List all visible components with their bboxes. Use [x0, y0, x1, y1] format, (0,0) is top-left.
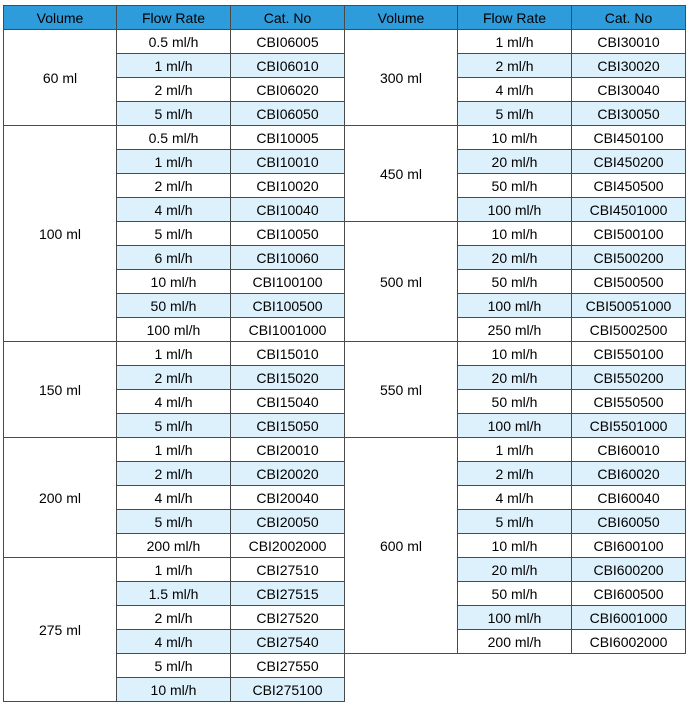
flow-rate-cell: 100 ml/h: [458, 198, 572, 222]
cat-no-cell: CBI30020: [572, 54, 686, 78]
flow-rate-cell: 5 ml/h: [117, 654, 231, 678]
cat-no-cell: CBI30010: [572, 30, 686, 54]
cat-no-cell: CBI15020: [231, 366, 345, 390]
flow-rate-cell: 2 ml/h: [117, 78, 231, 102]
cat-no-cell: CBI500500: [572, 270, 686, 294]
cat-no-cell: CBI100500: [231, 294, 345, 318]
flow-rate-cell: 0.5 ml/h: [117, 30, 231, 54]
cat-no-cell: CBI275100: [231, 678, 345, 702]
flow-rate-cell: 10 ml/h: [458, 534, 572, 558]
flow-rate-cell: 1 ml/h: [117, 54, 231, 78]
cat-no-cell: CBI06050: [231, 102, 345, 126]
flow-rate-cell: 20 ml/h: [458, 246, 572, 270]
cat-no-cell: CBI100100: [231, 270, 345, 294]
cat-no-cell: CBI1001000: [231, 318, 345, 342]
flow-rate-cell: 1 ml/h: [117, 558, 231, 582]
flow-rate-cell: 50 ml/h: [458, 582, 572, 606]
flow-rate-cell: 10 ml/h: [117, 270, 231, 294]
header-cat-no: Cat. No: [572, 6, 686, 30]
header-volume: Volume: [4, 6, 117, 30]
volume-cell: 100 ml: [4, 126, 117, 342]
cat-no-cell: CBI30050: [572, 102, 686, 126]
volume-cell: 275 ml: [4, 558, 117, 702]
flow-rate-cell: 20 ml/h: [458, 150, 572, 174]
cat-no-cell: CBI06005: [231, 30, 345, 54]
header-flow-rate: Flow Rate: [117, 6, 231, 30]
header-volume: Volume: [345, 6, 458, 30]
cat-no-cell: CBI450500: [572, 174, 686, 198]
flow-rate-cell: 10 ml/h: [458, 222, 572, 246]
volume-cell: 150 ml: [4, 342, 117, 438]
cat-no-cell: CBI500100: [572, 222, 686, 246]
header-flow-rate: Flow Rate: [458, 6, 572, 30]
cat-no-cell: CBI600100: [572, 534, 686, 558]
flow-rate-cell: 2 ml/h: [458, 54, 572, 78]
header-cat-no: Cat. No: [231, 6, 345, 30]
cat-no-cell: CBI10020: [231, 174, 345, 198]
flow-rate-cell: 100 ml/h: [117, 318, 231, 342]
flow-rate-cell: 5 ml/h: [117, 414, 231, 438]
flow-rate-cell: 200 ml/h: [117, 534, 231, 558]
flow-rate-cell: 100 ml/h: [458, 414, 572, 438]
volume-cell: 450 ml: [345, 126, 458, 222]
cat-no-cell: CBI60050: [572, 510, 686, 534]
flow-rate-cell: 5 ml/h: [117, 102, 231, 126]
cat-no-cell: CBI600500: [572, 582, 686, 606]
flow-rate-cell: 1 ml/h: [117, 150, 231, 174]
flow-rate-cell: 50 ml/h: [117, 294, 231, 318]
cat-no-cell: CBI27520: [231, 606, 345, 630]
flow-rate-cell: 5 ml/h: [117, 510, 231, 534]
cat-no-cell: CBI60040: [572, 486, 686, 510]
flow-rate-cell: 2 ml/h: [117, 462, 231, 486]
table-row: [4, 126, 686, 150]
cat-no-cell: CBI20040: [231, 486, 345, 510]
flow-rate-cell: 1 ml/h: [458, 438, 572, 462]
cat-no-cell: CBI10040: [231, 198, 345, 222]
volume-cell: 600 ml: [345, 438, 458, 654]
volume-cell: 200 ml: [4, 438, 117, 558]
flow-rate-cell: 1 ml/h: [117, 438, 231, 462]
cat-no-cell: CBI20050: [231, 510, 345, 534]
cat-no-cell: CBI5501000: [572, 414, 686, 438]
table-row: [4, 30, 686, 54]
cat-no-cell: CBI10060: [231, 246, 345, 270]
cat-no-cell: CBI30040: [572, 78, 686, 102]
cat-no-cell: CBI600200: [572, 558, 686, 582]
flow-rate-cell: 200 ml/h: [458, 630, 572, 654]
cat-no-cell: CBI6002000: [572, 630, 686, 654]
cat-no-cell: CBI06010: [231, 54, 345, 78]
flow-rate-cell: 4 ml/h: [117, 198, 231, 222]
cat-no-cell: CBI450200: [572, 150, 686, 174]
flow-rate-cell: 4 ml/h: [117, 486, 231, 510]
flow-rate-cell: 6 ml/h: [117, 246, 231, 270]
flow-rate-cell: 250 ml/h: [458, 318, 572, 342]
empty-area: [345, 654, 686, 702]
flow-rate-cell: 20 ml/h: [458, 366, 572, 390]
volume-cell: 550 ml: [345, 342, 458, 438]
volume-cell: 60 ml: [4, 30, 117, 126]
cat-no-cell: CBI10005: [231, 126, 345, 150]
flow-rate-cell: 2 ml/h: [117, 174, 231, 198]
cat-no-cell: CBI60020: [572, 462, 686, 486]
cat-no-cell: CBI5002500: [572, 318, 686, 342]
flow-rate-cell: 50 ml/h: [458, 174, 572, 198]
cat-no-cell: CBI10010: [231, 150, 345, 174]
cat-no-cell: CBI15010: [231, 342, 345, 366]
flow-rate-cell: 50 ml/h: [458, 270, 572, 294]
flow-rate-cell: 5 ml/h: [117, 222, 231, 246]
cat-no-cell: CBI10050: [231, 222, 345, 246]
cat-no-cell: CBI20010: [231, 438, 345, 462]
table-row: [4, 342, 686, 366]
flow-rate-cell: 10 ml/h: [458, 342, 572, 366]
cat-no-cell: CBI27540: [231, 630, 345, 654]
flow-rate-cell: 1.5 ml/h: [117, 582, 231, 606]
flow-rate-cell: 100 ml/h: [458, 294, 572, 318]
volume-cell: 300 ml: [345, 30, 458, 126]
flow-rate-cell: 1 ml/h: [117, 342, 231, 366]
flow-rate-cell: 4 ml/h: [117, 630, 231, 654]
flow-rate-cell: 0.5 ml/h: [117, 126, 231, 150]
flow-rate-cell: 5 ml/h: [458, 510, 572, 534]
flow-rate-cell: 10 ml/h: [458, 126, 572, 150]
volume-cell: 500 ml: [345, 222, 458, 342]
flow-rate-cell: 2 ml/h: [117, 606, 231, 630]
cat-no-cell: CBI06020: [231, 78, 345, 102]
flow-rate-cell: 2 ml/h: [458, 462, 572, 486]
cat-no-cell: CBI4501000: [572, 198, 686, 222]
cat-no-cell: CBI15040: [231, 390, 345, 414]
flow-rate-cell: 1 ml/h: [458, 30, 572, 54]
cat-no-cell: CBI50051000: [572, 294, 686, 318]
cat-no-cell: CBI450100: [572, 126, 686, 150]
header-row: [4, 6, 686, 30]
cat-no-cell: CBI20020: [231, 462, 345, 486]
flow-rate-cell: 2 ml/h: [117, 366, 231, 390]
flow-rate-cell: 5 ml/h: [458, 102, 572, 126]
cat-no-cell: CBI550200: [572, 366, 686, 390]
flow-rate-cell: 4 ml/h: [458, 486, 572, 510]
cat-no-cell: CBI500200: [572, 246, 686, 270]
flow-rate-cell: 100 ml/h: [458, 606, 572, 630]
flow-rate-cell: 4 ml/h: [458, 78, 572, 102]
cat-no-cell: CBI550500: [572, 390, 686, 414]
cat-no-cell: CBI2002000: [231, 534, 345, 558]
flow-rate-cell: 20 ml/h: [458, 558, 572, 582]
cat-no-cell: CBI6001000: [572, 606, 686, 630]
cat-no-cell: CBI27510: [231, 558, 345, 582]
table-row: [4, 438, 686, 462]
catalog-table: [3, 5, 686, 702]
flow-rate-cell: 10 ml/h: [117, 678, 231, 702]
cat-no-cell: CBI27515: [231, 582, 345, 606]
cat-no-cell: CBI27550: [231, 654, 345, 678]
flow-rate-cell: 4 ml/h: [117, 390, 231, 414]
flow-rate-cell: 50 ml/h: [458, 390, 572, 414]
cat-no-cell: CBI15050: [231, 414, 345, 438]
cat-no-cell: CBI60010: [572, 438, 686, 462]
cat-no-cell: CBI550100: [572, 342, 686, 366]
